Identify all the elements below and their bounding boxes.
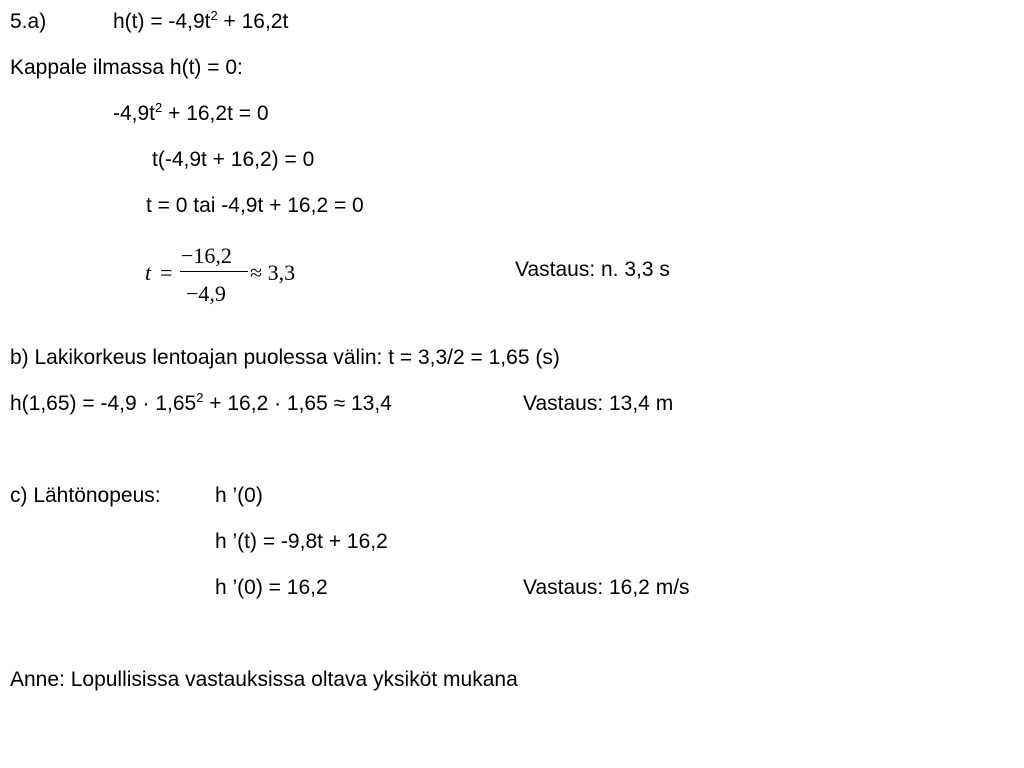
height-function-suffix: + 16,2t xyxy=(217,10,289,33)
height-function-exponent: 2 xyxy=(210,8,218,23)
fraction-equation xyxy=(143,238,323,310)
fraction-numerator: −16,2 xyxy=(181,243,232,268)
answer-a: Vastaus: n. 3,3 s xyxy=(515,258,670,281)
fraction-variable: t xyxy=(145,260,152,285)
part-c-line1: h ’(0) xyxy=(215,484,263,507)
part-b-calc-prefix: h(1,65) = -4,9 · 1,65 xyxy=(10,392,197,415)
equation-1-exponent: 2 xyxy=(155,100,163,115)
condition-text: Kappale ilmassa h(t) = 0: xyxy=(10,56,243,79)
part-c-line2: h ’(t) = -9,8t + 16,2 xyxy=(215,530,388,553)
fraction-denominator: −4,9 xyxy=(186,281,226,306)
equation-1-suffix: + 16,2t = 0 xyxy=(162,102,269,125)
answer-c: Vastaus: 16,2 m/s xyxy=(523,576,690,599)
fraction-result: ≈ 3,3 xyxy=(250,260,296,285)
equation-1-prefix: -4,9t xyxy=(113,102,156,125)
answer-b: Vastaus: 13,4 m xyxy=(523,392,674,415)
height-function xyxy=(113,10,288,36)
fraction-bar xyxy=(180,271,248,272)
equation-3: t = 0 tai -4,9t + 16,2 = 0 xyxy=(146,194,364,217)
equation-1 xyxy=(113,102,269,128)
part-b-calc-suffix: + 16,2 · 1,65 ≈ 13,4 xyxy=(203,392,392,415)
equation-2: t(-4,9t + 16,2) = 0 xyxy=(152,148,315,171)
part-b-line1: b) Lakikorkeus lentoajan puolessa välin: t = 3,3/2 = 1,65 (s) xyxy=(10,346,560,369)
fraction-equals: = xyxy=(160,260,173,285)
part-a-label: 5.a) xyxy=(10,10,47,33)
teacher-note: Anne: Lopullisissa vastauksissa oltava yksiköt mukana xyxy=(10,668,518,691)
part-c-line3: h ’(0) = 16,2 xyxy=(215,576,328,599)
height-function-prefix: h(t) = -4,9t xyxy=(113,10,211,33)
part-b-calc-exponent: 2 xyxy=(196,390,204,405)
part-c-label: c) Lähtönopeus: xyxy=(10,484,161,507)
part-b-calculation xyxy=(10,392,392,418)
